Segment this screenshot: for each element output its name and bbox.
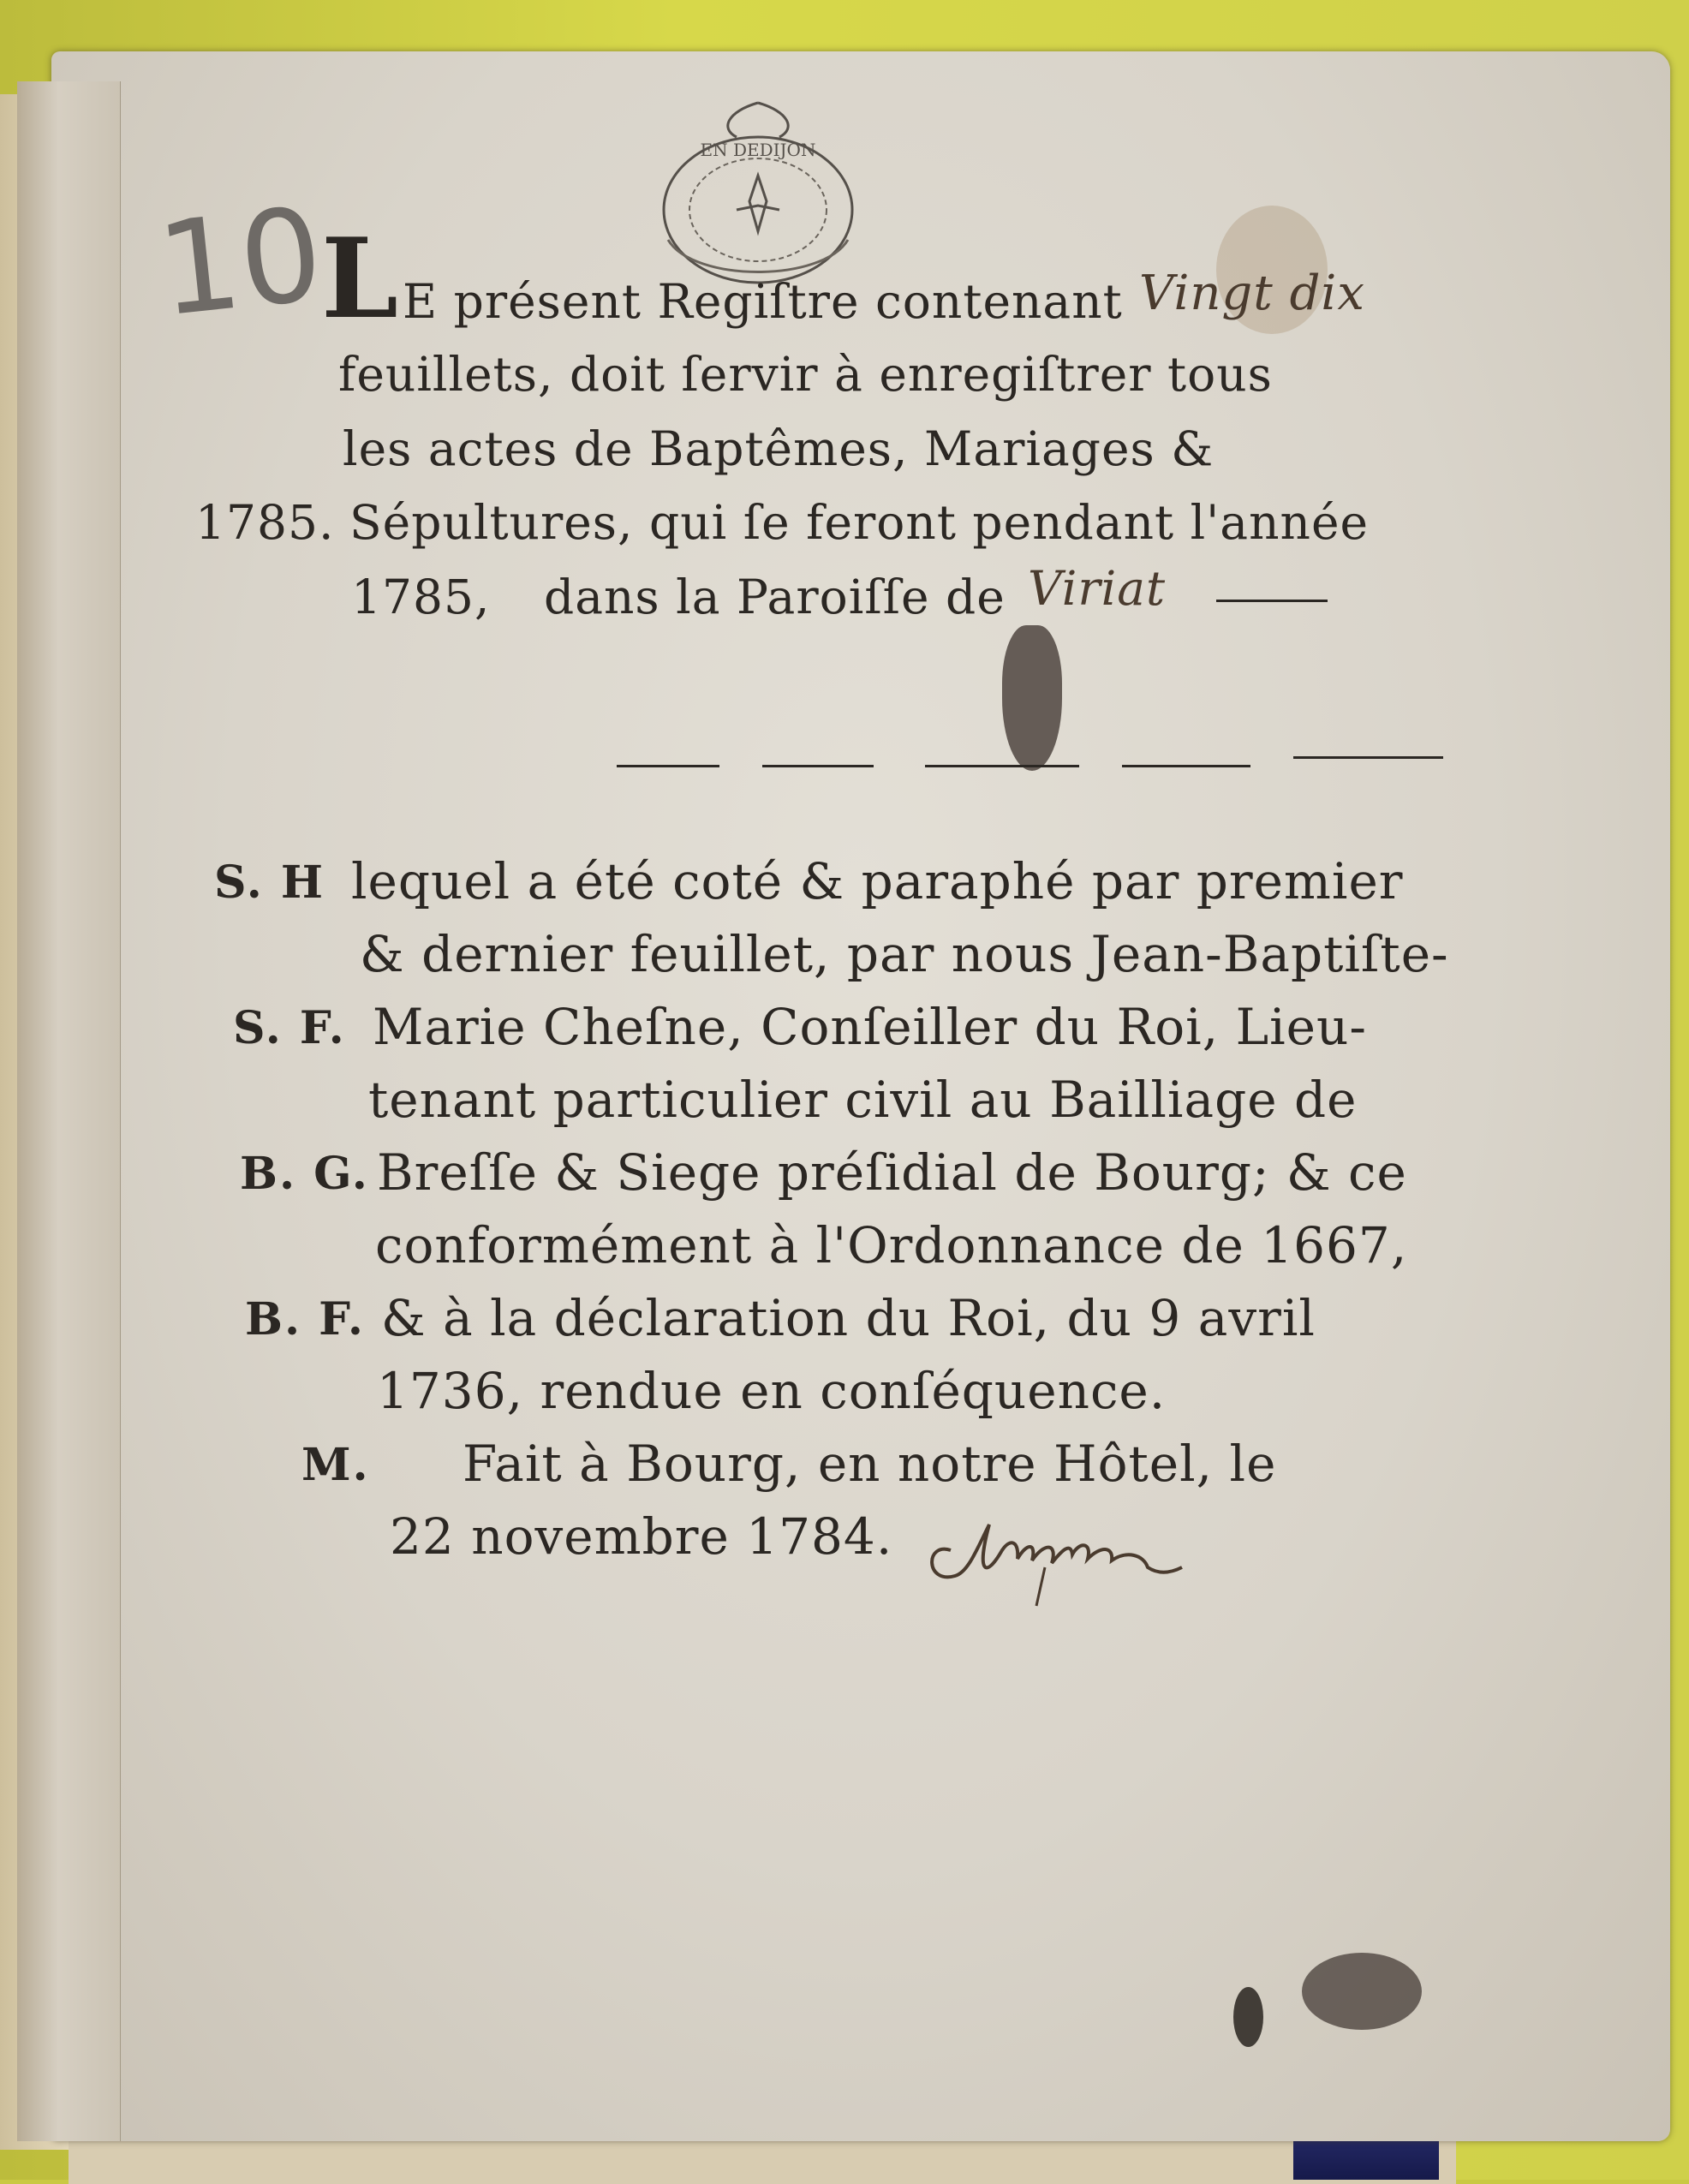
ink-blot-center [1002,625,1062,771]
blank-rule-3 [925,765,1079,767]
body-line-6: conformément à l'Ordonnance de 1667, [375,1216,1408,1274]
header-line-5: dans la Paroiſſe de [544,570,1006,624]
header-line-2: feuillets, doit ſervir à enregiſtrer tous [338,347,1273,402]
margin-label-1: S. H [214,856,325,909]
header-year: 1785, [351,570,491,624]
margin-label-7: B. F. [245,1293,365,1346]
parish-underline [1216,600,1328,602]
body-line-2: & dernier feuillet, par nous Jean-Baptiſte- [360,925,1449,983]
drop-capital: L [321,215,398,343]
header-line-3: les actes de Baptêmes, Mariages & [343,421,1215,476]
signature-chesne [916,1490,1191,1619]
seal-stamp-icon [634,94,882,300]
margin-year: 1785. [195,495,335,550]
margin-label-9: M. [301,1439,370,1491]
header-line-1: E présent Regiſtre contenant [403,274,1123,329]
body-line-7: & à la déclaration du Roi, du 9 avril [381,1289,1316,1347]
margin-label-5: B. G. [240,1148,369,1200]
blank-rule-2 [762,765,874,767]
ink-blot-bottom [1302,1953,1422,2030]
folio-number: 10 [151,180,330,346]
blank-rule-5 [1293,756,1443,759]
body-line-3: Marie Cheſne, Conſeiller du Roi, Lieu- [373,998,1367,1056]
handwritten-parish: Viriat [1028,561,1167,616]
margin-label-3: S. F. [233,1002,346,1054]
blank-rule-4 [1122,765,1250,767]
bound-spine [17,81,121,2141]
blank-rule-1 [617,765,719,767]
body-line-10: 22 novembre 1784. [390,1507,893,1566]
stamp-text: EN DEDIJON [700,140,816,160]
body-line-8: 1736, rendue en conſéquence. [377,1362,1167,1420]
ink-blot-bottom-small [1233,1987,1263,2047]
body-line-4: tenant particulier civil au Bailliage de [368,1071,1358,1129]
body-line-1: lequel a été coté & paraphé par premier [351,852,1404,910]
handwritten-leaf-count: Vingt dix [1139,266,1365,321]
body-line-9: Fait à Bourg, en notre Hôtel, le [463,1435,1277,1493]
body-line-5: Breſſe & Siege préſidial de Bourg; & ce [377,1143,1407,1202]
header-line-4: Sépultures, qui ſe feront pendant l'année [349,495,1370,550]
